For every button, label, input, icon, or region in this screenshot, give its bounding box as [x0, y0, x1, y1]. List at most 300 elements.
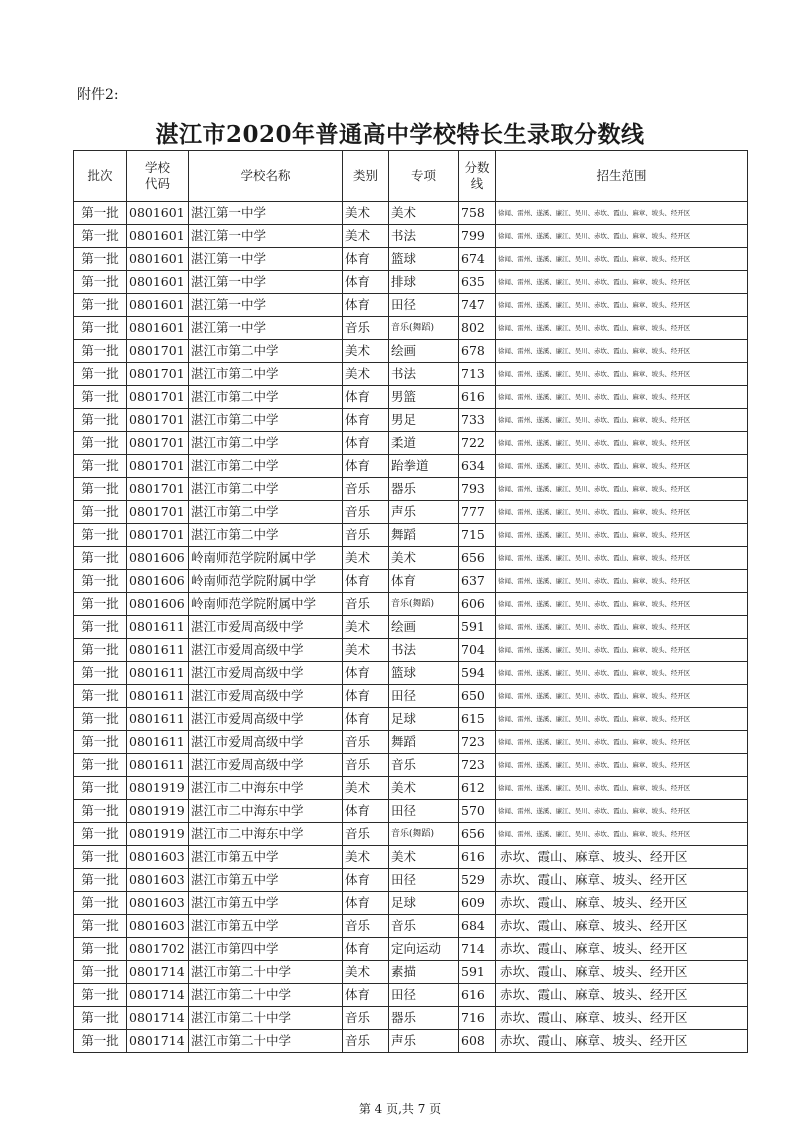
school-code-cell: 0801601 — [127, 202, 189, 225]
school-name-cell: 湛江市第二中学 — [189, 409, 343, 432]
batch-cell: 第一批 — [74, 685, 127, 708]
school-name-cell: 湛江市第二中学 — [189, 363, 343, 386]
category-cell: 音乐 — [343, 754, 389, 777]
batch-cell: 第一批 — [74, 869, 127, 892]
range-cell: 徐闻、雷州、遂溪、廉江、吴川、赤坎、霞山、麻章、坡头、经开区 — [496, 501, 748, 524]
batch-cell: 第一批 — [74, 754, 127, 777]
specialty-cell: 音乐 — [389, 915, 459, 938]
table-row — [74, 317, 748, 340]
school-name-cell: 湛江市爱周高级中学 — [189, 616, 343, 639]
specialty-cell: 绘画 — [389, 340, 459, 363]
category-cell: 音乐 — [343, 1030, 389, 1053]
batch-cell: 第一批 — [74, 731, 127, 754]
school-code-cell: 0801701 — [127, 501, 189, 524]
score-cell: 704 — [459, 639, 496, 662]
school-name-cell: 湛江市第二十中学 — [189, 1030, 343, 1053]
school-code-cell: 0801919 — [127, 777, 189, 800]
category-cell: 音乐 — [343, 823, 389, 846]
range-cell: 徐闻、雷州、遂溪、廉江、吴川、赤坎、霞山、麻章、坡头、经开区 — [496, 800, 748, 823]
attachment-label: 附件2: — [77, 87, 119, 103]
category-cell: 音乐 — [343, 478, 389, 501]
range-cell: 徐闻、雷州、遂溪、廉江、吴川、赤坎、霞山、麻章、坡头、经开区 — [496, 570, 748, 593]
score-cell: 635 — [459, 271, 496, 294]
table-row — [74, 1030, 748, 1053]
school-name-cell: 岭南师范学院附属中学 — [189, 593, 343, 616]
school-name-cell: 岭南师范学院附属中学 — [189, 547, 343, 570]
batch-cell: 第一批 — [74, 777, 127, 800]
school-name-cell: 湛江市爱周高级中学 — [189, 639, 343, 662]
category-cell: 美术 — [343, 846, 389, 869]
school-code-cell: 0801611 — [127, 708, 189, 731]
batch-cell: 第一批 — [74, 708, 127, 731]
batch-cell: 第一批 — [74, 271, 127, 294]
school-name-cell: 岭南师范学院附属中学 — [189, 570, 343, 593]
specialty-cell: 音乐(舞蹈) — [389, 317, 459, 340]
school-name-cell: 湛江市爱周高级中学 — [189, 754, 343, 777]
batch-cell: 第一批 — [74, 248, 127, 271]
table-row — [74, 1007, 748, 1030]
school-name-cell: 湛江市第四中学 — [189, 938, 343, 961]
school-name-cell: 湛江市爱周高级中学 — [189, 708, 343, 731]
batch-cell: 第一批 — [74, 892, 127, 915]
specialty-cell: 田径 — [389, 800, 459, 823]
score-cell: 608 — [459, 1030, 496, 1053]
table-row — [74, 777, 748, 800]
school-name-cell: 湛江第一中学 — [189, 248, 343, 271]
range-cell: 赤坎、霞山、麻章、坡头、经开区 — [496, 846, 748, 869]
school-name-cell: 湛江第一中学 — [189, 202, 343, 225]
score-cell: 714 — [459, 938, 496, 961]
school-code-cell: 0801601 — [127, 248, 189, 271]
school-name-cell: 湛江市第二中学 — [189, 432, 343, 455]
specialty-cell: 足球 — [389, 708, 459, 731]
specialty-cell: 排球 — [389, 271, 459, 294]
school-code-cell: 0801701 — [127, 340, 189, 363]
range-cell: 徐闻、雷州、遂溪、廉江、吴川、赤坎、霞山、麻章、坡头、经开区 — [496, 777, 748, 800]
header-school-code: 学校 代码 — [127, 151, 189, 202]
batch-cell: 第一批 — [74, 1030, 127, 1053]
school-code-cell: 0801701 — [127, 386, 189, 409]
category-cell: 美术 — [343, 340, 389, 363]
category-cell: 体育 — [343, 432, 389, 455]
range-cell: 徐闻、雷州、遂溪、廉江、吴川、赤坎、霞山、麻章、坡头、经开区 — [496, 639, 748, 662]
range-cell: 徐闻、雷州、遂溪、廉江、吴川、赤坎、霞山、麻章、坡头、经开区 — [496, 685, 748, 708]
range-cell: 徐闻、雷州、遂溪、廉江、吴川、赤坎、霞山、麻章、坡头、经开区 — [496, 823, 748, 846]
batch-cell: 第一批 — [74, 409, 127, 432]
school-code-cell: 0801701 — [127, 363, 189, 386]
score-cell: 616 — [459, 846, 496, 869]
score-cell: 529 — [459, 869, 496, 892]
school-code-cell: 0801701 — [127, 478, 189, 501]
school-code-cell: 0801601 — [127, 271, 189, 294]
specialty-cell: 素描 — [389, 961, 459, 984]
range-cell: 赤坎、霞山、麻章、坡头、经开区 — [496, 961, 748, 984]
school-code-cell: 0801701 — [127, 455, 189, 478]
school-name-cell: 湛江市第五中学 — [189, 846, 343, 869]
range-cell: 徐闻、雷州、遂溪、廉江、吴川、赤坎、霞山、麻章、坡头、经开区 — [496, 340, 748, 363]
score-cell: 674 — [459, 248, 496, 271]
score-cell: 615 — [459, 708, 496, 731]
school-code-cell: 0801611 — [127, 754, 189, 777]
school-name-cell: 湛江市第二中学 — [189, 340, 343, 363]
school-name-cell: 湛江市二中海东中学 — [189, 800, 343, 823]
table-row — [74, 547, 748, 570]
specialty-cell: 书法 — [389, 363, 459, 386]
range-cell: 徐闻、雷州、遂溪、廉江、吴川、赤坎、霞山、麻章、坡头、经开区 — [496, 708, 748, 731]
batch-cell: 第一批 — [74, 294, 127, 317]
table-body — [74, 202, 748, 1053]
school-code-cell: 0801603 — [127, 892, 189, 915]
school-code-cell: 0801919 — [127, 800, 189, 823]
score-cell: 650 — [459, 685, 496, 708]
school-name-cell: 湛江市第二十中学 — [189, 961, 343, 984]
score-cell: 616 — [459, 386, 496, 409]
school-name-cell: 湛江市爱周高级中学 — [189, 662, 343, 685]
table-row — [74, 984, 748, 1007]
score-cell: 656 — [459, 823, 496, 846]
school-code-cell: 0801701 — [127, 432, 189, 455]
school-name-cell: 湛江市第五中学 — [189, 869, 343, 892]
batch-cell: 第一批 — [74, 340, 127, 363]
table-row — [74, 524, 748, 547]
range-cell: 徐闻、雷州、遂溪、廉江、吴川、赤坎、霞山、麻章、坡头、经开区 — [496, 731, 748, 754]
score-cell: 793 — [459, 478, 496, 501]
table-row — [74, 409, 748, 432]
category-cell: 音乐 — [343, 1007, 389, 1030]
specialty-cell: 舞蹈 — [389, 731, 459, 754]
score-cell: 606 — [459, 593, 496, 616]
batch-cell: 第一批 — [74, 938, 127, 961]
school-name-cell: 湛江市第二中学 — [189, 524, 343, 547]
school-code-cell: 0801611 — [127, 731, 189, 754]
category-cell: 音乐 — [343, 317, 389, 340]
table-row — [74, 616, 748, 639]
category-cell: 体育 — [343, 409, 389, 432]
range-cell: 徐闻、雷州、遂溪、廉江、吴川、赤坎、霞山、麻章、坡头、经开区 — [496, 524, 748, 547]
header-school-name: 学校名称 — [189, 151, 343, 202]
batch-cell: 第一批 — [74, 639, 127, 662]
school-code-cell: 0801601 — [127, 225, 189, 248]
school-name-cell: 湛江市第五中学 — [189, 892, 343, 915]
score-cell: 616 — [459, 984, 496, 1007]
school-name-cell: 湛江市第二中学 — [189, 386, 343, 409]
category-cell: 音乐 — [343, 731, 389, 754]
range-cell: 徐闻、雷州、遂溪、廉江、吴川、赤坎、霞山、麻章、坡头、经开区 — [496, 202, 748, 225]
table-row — [74, 386, 748, 409]
school-name-cell: 湛江第一中学 — [189, 317, 343, 340]
table-row — [74, 800, 748, 823]
batch-cell: 第一批 — [74, 455, 127, 478]
range-cell: 徐闻、雷州、遂溪、廉江、吴川、赤坎、霞山、麻章、坡头、经开区 — [496, 363, 748, 386]
score-cell: 722 — [459, 432, 496, 455]
table-row — [74, 846, 748, 869]
score-cell: 591 — [459, 616, 496, 639]
category-cell: 美术 — [343, 547, 389, 570]
table-row — [74, 708, 748, 731]
batch-cell: 第一批 — [74, 363, 127, 386]
admission-score-table — [73, 150, 748, 1053]
school-name-cell: 湛江市爱周高级中学 — [189, 731, 343, 754]
range-cell: 徐闻、雷州、遂溪、廉江、吴川、赤坎、霞山、麻章、坡头、经开区 — [496, 317, 748, 340]
table-header-row — [74, 151, 748, 202]
score-cell: 715 — [459, 524, 496, 547]
category-cell: 体育 — [343, 662, 389, 685]
specialty-cell: 舞蹈 — [389, 524, 459, 547]
school-code-cell: 0801714 — [127, 1030, 189, 1053]
range-cell: 徐闻、雷州、遂溪、廉江、吴川、赤坎、霞山、麻章、坡头、经开区 — [496, 547, 748, 570]
batch-cell: 第一批 — [74, 915, 127, 938]
score-cell: 684 — [459, 915, 496, 938]
range-cell: 徐闻、雷州、遂溪、廉江、吴川、赤坎、霞山、麻章、坡头、经开区 — [496, 616, 748, 639]
specialty-cell: 音乐(舞蹈) — [389, 823, 459, 846]
category-cell: 体育 — [343, 892, 389, 915]
specialty-cell: 书法 — [389, 225, 459, 248]
table-row — [74, 938, 748, 961]
score-cell: 747 — [459, 294, 496, 317]
table-row — [74, 294, 748, 317]
category-cell: 音乐 — [343, 593, 389, 616]
specialty-cell: 柔道 — [389, 432, 459, 455]
score-cell: 678 — [459, 340, 496, 363]
specialty-cell: 田径 — [389, 984, 459, 1007]
batch-cell: 第一批 — [74, 800, 127, 823]
school-name-cell: 湛江第一中学 — [189, 294, 343, 317]
category-cell: 美术 — [343, 961, 389, 984]
specialty-cell: 美术 — [389, 547, 459, 570]
score-cell: 716 — [459, 1007, 496, 1030]
specialty-cell: 绘画 — [389, 616, 459, 639]
header-specialty: 专项 — [389, 151, 459, 202]
school-name-cell: 湛江市第五中学 — [189, 915, 343, 938]
range-cell: 赤坎、霞山、麻章、坡头、经开区 — [496, 984, 748, 1007]
specialty-cell: 男篮 — [389, 386, 459, 409]
category-cell: 音乐 — [343, 501, 389, 524]
range-cell: 赤坎、霞山、麻章、坡头、经开区 — [496, 892, 748, 915]
category-cell: 美术 — [343, 225, 389, 248]
range-cell: 徐闻、雷州、遂溪、廉江、吴川、赤坎、霞山、麻章、坡头、经开区 — [496, 662, 748, 685]
school-name-cell: 湛江市第二中学 — [189, 478, 343, 501]
table-row — [74, 961, 748, 984]
specialty-cell: 声乐 — [389, 501, 459, 524]
category-cell: 体育 — [343, 271, 389, 294]
specialty-cell: 器乐 — [389, 478, 459, 501]
batch-cell: 第一批 — [74, 1007, 127, 1030]
specialty-cell: 跆拳道 — [389, 455, 459, 478]
school-code-cell: 0801701 — [127, 524, 189, 547]
school-code-cell: 0801611 — [127, 616, 189, 639]
school-code-cell: 0801603 — [127, 869, 189, 892]
batch-cell: 第一批 — [74, 570, 127, 593]
table-row — [74, 593, 748, 616]
category-cell: 体育 — [343, 248, 389, 271]
header-enrollment-range: 招生范围 — [496, 151, 748, 202]
category-cell: 体育 — [343, 708, 389, 731]
category-cell: 音乐 — [343, 524, 389, 547]
range-cell: 徐闻、雷州、遂溪、廉江、吴川、赤坎、霞山、麻章、坡头、经开区 — [496, 248, 748, 271]
batch-cell: 第一批 — [74, 616, 127, 639]
category-cell: 美术 — [343, 202, 389, 225]
batch-cell: 第一批 — [74, 225, 127, 248]
table-row — [74, 248, 748, 271]
school-code-cell: 0801702 — [127, 938, 189, 961]
score-cell: 634 — [459, 455, 496, 478]
specialty-cell: 书法 — [389, 639, 459, 662]
range-cell: 赤坎、霞山、麻章、坡头、经开区 — [496, 1030, 748, 1053]
range-cell: 赤坎、霞山、麻章、坡头、经开区 — [496, 1007, 748, 1030]
range-cell: 徐闻、雷州、遂溪、廉江、吴川、赤坎、霞山、麻章、坡头、经开区 — [496, 294, 748, 317]
table-row — [74, 662, 748, 685]
category-cell: 体育 — [343, 800, 389, 823]
table-row — [74, 501, 748, 524]
score-cell: 713 — [459, 363, 496, 386]
range-cell: 徐闻、雷州、遂溪、廉江、吴川、赤坎、霞山、麻章、坡头、经开区 — [496, 593, 748, 616]
specialty-cell: 美术 — [389, 846, 459, 869]
school-name-cell: 湛江市二中海东中学 — [189, 777, 343, 800]
range-cell: 赤坎、霞山、麻章、坡头、经开区 — [496, 915, 748, 938]
table-row — [74, 570, 748, 593]
batch-cell: 第一批 — [74, 984, 127, 1007]
batch-cell: 第一批 — [74, 547, 127, 570]
specialty-cell: 田径 — [389, 685, 459, 708]
range-cell: 徐闻、雷州、遂溪、廉江、吴川、赤坎、霞山、麻章、坡头、经开区 — [496, 455, 748, 478]
batch-cell: 第一批 — [74, 386, 127, 409]
table-row — [74, 823, 748, 846]
school-name-cell: 湛江市第二中学 — [189, 501, 343, 524]
batch-cell: 第一批 — [74, 662, 127, 685]
school-name-cell: 湛江市第二中学 — [189, 455, 343, 478]
batch-cell: 第一批 — [74, 593, 127, 616]
table-row — [74, 869, 748, 892]
table-row — [74, 892, 748, 915]
school-code-cell: 0801606 — [127, 570, 189, 593]
school-name-cell: 湛江市第二十中学 — [189, 984, 343, 1007]
table-row — [74, 225, 748, 248]
batch-cell: 第一批 — [74, 961, 127, 984]
header-category: 类别 — [343, 151, 389, 202]
batch-cell: 第一批 — [74, 478, 127, 501]
category-cell: 体育 — [343, 984, 389, 1007]
school-code-cell: 0801606 — [127, 593, 189, 616]
school-code-cell: 0801919 — [127, 823, 189, 846]
page-title: 湛江市2020年普通高中学校特长生录取分数线 — [155, 121, 645, 148]
table-row — [74, 363, 748, 386]
specialty-cell: 音乐(舞蹈) — [389, 593, 459, 616]
school-name-cell: 湛江市爱周高级中学 — [189, 685, 343, 708]
category-cell: 体育 — [343, 294, 389, 317]
category-cell: 体育 — [343, 570, 389, 593]
range-cell: 徐闻、雷州、遂溪、廉江、吴川、赤坎、霞山、麻章、坡头、经开区 — [496, 754, 748, 777]
table-row — [74, 202, 748, 225]
score-cell: 609 — [459, 892, 496, 915]
school-code-cell: 0801701 — [127, 409, 189, 432]
specialty-cell: 男足 — [389, 409, 459, 432]
school-code-cell: 0801611 — [127, 639, 189, 662]
school-code-cell: 0801611 — [127, 662, 189, 685]
school-name-cell: 湛江第一中学 — [189, 271, 343, 294]
specialty-cell: 篮球 — [389, 662, 459, 685]
score-cell: 799 — [459, 225, 496, 248]
specialty-cell: 篮球 — [389, 248, 459, 271]
school-code-cell: 0801603 — [127, 846, 189, 869]
specialty-cell: 体育 — [389, 570, 459, 593]
category-cell: 美术 — [343, 616, 389, 639]
category-cell: 体育 — [343, 938, 389, 961]
batch-cell: 第一批 — [74, 317, 127, 340]
table-row — [74, 455, 748, 478]
score-cell: 612 — [459, 777, 496, 800]
school-code-cell: 0801603 — [127, 915, 189, 938]
school-name-cell: 湛江第一中学 — [189, 225, 343, 248]
specialty-cell: 音乐 — [389, 754, 459, 777]
category-cell: 体育 — [343, 685, 389, 708]
table-row — [74, 915, 748, 938]
category-cell: 美术 — [343, 777, 389, 800]
header-score-line: 分数 线 — [459, 151, 496, 202]
score-cell: 637 — [459, 570, 496, 593]
specialty-cell: 田径 — [389, 869, 459, 892]
specialty-cell: 美术 — [389, 777, 459, 800]
category-cell: 体育 — [343, 386, 389, 409]
batch-cell: 第一批 — [74, 202, 127, 225]
batch-cell: 第一批 — [74, 823, 127, 846]
school-name-cell: 湛江市二中海东中学 — [189, 823, 343, 846]
specialty-cell: 美术 — [389, 202, 459, 225]
range-cell: 徐闻、雷州、遂溪、廉江、吴川、赤坎、霞山、麻章、坡头、经开区 — [496, 432, 748, 455]
batch-cell: 第一批 — [74, 432, 127, 455]
table-row — [74, 271, 748, 294]
range-cell: 赤坎、霞山、麻章、坡头、经开区 — [496, 869, 748, 892]
specialty-cell: 定向运动 — [389, 938, 459, 961]
score-cell: 723 — [459, 754, 496, 777]
table-row — [74, 340, 748, 363]
table-row — [74, 731, 748, 754]
category-cell: 体育 — [343, 869, 389, 892]
specialty-cell: 田径 — [389, 294, 459, 317]
batch-cell: 第一批 — [74, 846, 127, 869]
category-cell: 美术 — [343, 639, 389, 662]
school-code-cell: 0801601 — [127, 294, 189, 317]
batch-cell: 第一批 — [74, 501, 127, 524]
range-cell: 徐闻、雷州、遂溪、廉江、吴川、赤坎、霞山、麻章、坡头、经开区 — [496, 271, 748, 294]
score-cell: 570 — [459, 800, 496, 823]
specialty-cell: 声乐 — [389, 1030, 459, 1053]
school-code-cell: 0801714 — [127, 961, 189, 984]
table-row — [74, 685, 748, 708]
score-cell: 723 — [459, 731, 496, 754]
range-cell: 徐闻、雷州、遂溪、廉江、吴川、赤坎、霞山、麻章、坡头、经开区 — [496, 386, 748, 409]
range-cell: 赤坎、霞山、麻章、坡头、经开区 — [496, 938, 748, 961]
score-cell: 594 — [459, 662, 496, 685]
school-code-cell: 0801714 — [127, 1007, 189, 1030]
school-code-cell: 0801611 — [127, 685, 189, 708]
score-cell: 777 — [459, 501, 496, 524]
range-cell: 徐闻、雷州、遂溪、廉江、吴川、赤坎、霞山、麻章、坡头、经开区 — [496, 478, 748, 501]
category-cell: 美术 — [343, 363, 389, 386]
school-name-cell: 湛江市第二十中学 — [189, 1007, 343, 1030]
category-cell: 音乐 — [343, 915, 389, 938]
table-row — [74, 478, 748, 501]
category-cell: 体育 — [343, 455, 389, 478]
page-footer: 第 4 页,共 7 页 — [358, 1102, 442, 1116]
table-row — [74, 432, 748, 455]
range-cell: 徐闻、雷州、遂溪、廉江、吴川、赤坎、霞山、麻章、坡头、经开区 — [496, 225, 748, 248]
school-code-cell: 0801714 — [127, 984, 189, 1007]
score-cell: 733 — [459, 409, 496, 432]
score-cell: 656 — [459, 547, 496, 570]
score-cell: 758 — [459, 202, 496, 225]
score-cell: 802 — [459, 317, 496, 340]
batch-cell: 第一批 — [74, 524, 127, 547]
